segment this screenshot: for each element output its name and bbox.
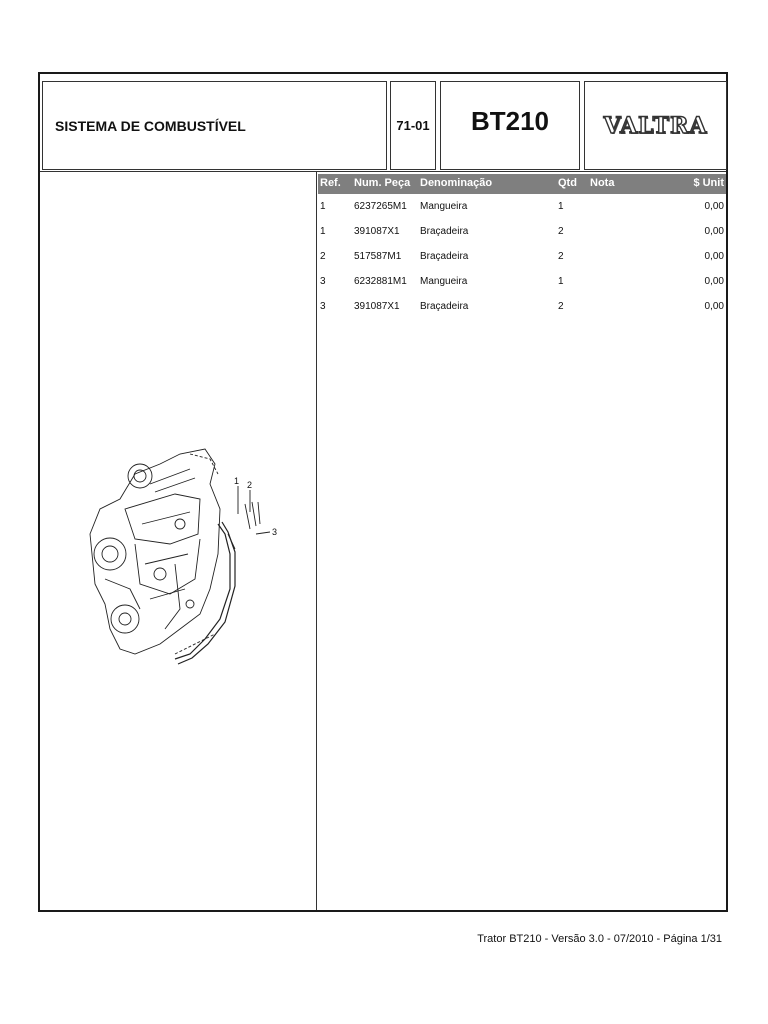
cell-num: 517587M1 <box>354 251 402 262</box>
cell-den: Braçadeira <box>420 301 469 312</box>
table-row <box>318 294 726 319</box>
cell-ref: 1 <box>320 226 326 237</box>
cell-unit: 0,00 <box>704 276 724 287</box>
section-title-box <box>42 81 387 170</box>
section-code-box <box>390 81 436 170</box>
col-unit: $ Unit <box>693 177 724 189</box>
brand-logo: VALTRA <box>603 112 708 139</box>
table-header <box>318 174 726 194</box>
table-row <box>318 269 726 294</box>
col-num-peca: Num. Peça <box>354 177 411 189</box>
col-ref: Ref. <box>320 177 341 189</box>
cell-ref: 2 <box>320 251 326 262</box>
cell-ref: 3 <box>320 301 326 312</box>
cell-num: 6232881M1 <box>354 276 407 287</box>
section-title: SISTEMA DE COMBUSTÍVEL <box>55 117 246 134</box>
model-box <box>440 81 580 170</box>
cell-unit: 0,00 <box>704 251 724 262</box>
cell-den: Mangueira <box>420 276 468 287</box>
column-divider <box>316 171 317 910</box>
cell-unit: 0,00 <box>704 301 724 312</box>
cell-qtd: 1 <box>558 201 564 212</box>
table-row <box>318 244 726 269</box>
cell-qtd: 2 <box>558 301 564 312</box>
cell-num: 391087X1 <box>354 226 400 237</box>
cell-qtd: 2 <box>558 251 564 262</box>
cell-unit: 0,00 <box>704 201 724 212</box>
header-divider <box>40 171 726 172</box>
parts-table <box>318 174 726 319</box>
brand-logo-box <box>584 81 727 170</box>
callout-1: 1 <box>234 476 240 486</box>
engine-fuel-system-drawing <box>80 414 280 674</box>
page-frame <box>38 72 728 912</box>
col-denominacao: Denominação <box>420 177 493 189</box>
cell-num: 391087X1 <box>354 301 400 312</box>
cell-ref: 1 <box>320 201 326 212</box>
col-qtd: Qtd <box>558 177 577 189</box>
cell-qtd: 1 <box>558 276 564 287</box>
cell-den: Mangueira <box>420 201 468 212</box>
callout-2: 2 <box>247 480 253 490</box>
cell-unit: 0,00 <box>704 226 724 237</box>
table-row <box>318 194 726 219</box>
cell-den: Braçadeira <box>420 226 469 237</box>
cell-num: 6237265M1 <box>354 201 407 212</box>
cell-den: Braçadeira <box>420 251 469 262</box>
model-name: BT210 <box>470 106 550 136</box>
table-row <box>318 219 726 244</box>
cell-ref: 3 <box>320 276 326 287</box>
callout-3: 3 <box>272 527 278 537</box>
section-code: 71-01 <box>396 118 430 133</box>
cell-qtd: 2 <box>558 226 564 237</box>
page-footer: Trator BT210 - Versão 3.0 - 07/2010 - Página 1/31 <box>477 933 722 945</box>
col-nota: Nota <box>590 177 615 189</box>
